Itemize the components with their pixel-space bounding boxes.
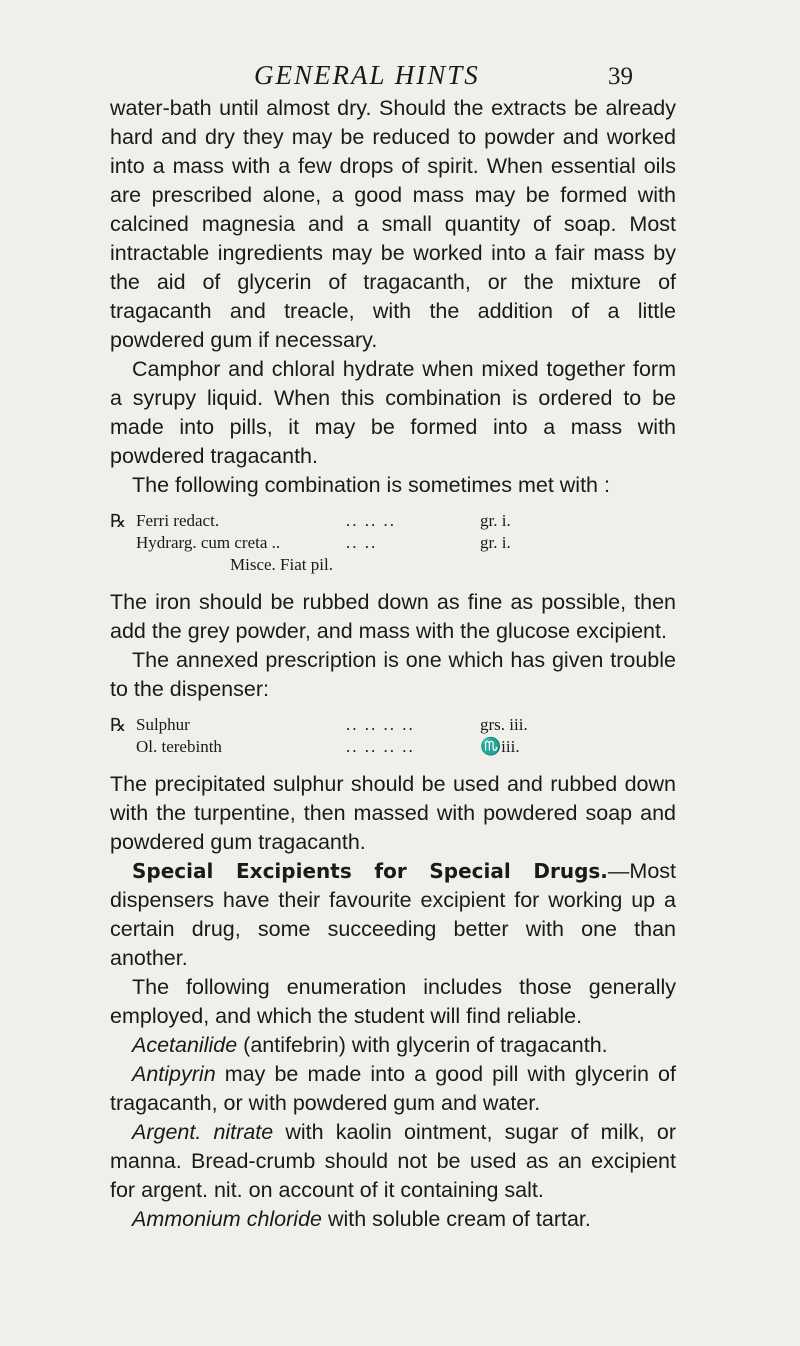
prescription-dose: ♏iii. [480,737,520,756]
paragraph: The annexed prescription is one which has given trouble to the dispenser: [110,648,676,701]
paragraph [110,857,676,973]
prescription-item: Hydrarg. cum creta .. [136,533,281,552]
prescription-dose: gr. i. [480,533,511,552]
paragraph-text: may be made into a good pill with glycerin of tragacanth, or with powdered gum and water. [110,1062,676,1115]
body-text [110,94,676,1234]
drug-term: Argent. nitrate [132,1120,274,1144]
prescription-item: Sulphur [136,715,190,734]
paragraph: The precipitated sulphur should be used and rubbed down with the turpentine, then massed with powdered soap and powdered gum tragacanth. [110,772,676,854]
paragraph: water-bath until almost dry. Should the extracts be already hard and dry they may be reduced to powder and worked into a mass with a few drops of spirit. When essential oils are prescribed alone, a good mass may be formed with calcined magnesia and a small quantity of soap. Most intractable ingredients may be worked into a fair mass by the aid of glycerin of tragacanth, or the mixture of tragacanth and treacle, with the addition of a little powdered gum if necessary. [110,96,676,352]
paragraph-text: with soluble cream of tartar. [321,1207,591,1231]
prescription-dots: .. .. .. [346,511,396,530]
paragraph-text: (antifebrin) with glycerin of tragacanth. [237,1033,608,1057]
prescription-dose: grs. iii. [480,715,528,734]
prescription-item: Ferri redact. [136,511,220,530]
prescription-line [110,510,676,532]
paragraph: The iron should be rubbed down as fine as possible, then add the grey powder, and mass with the glucose excipient. [110,590,676,643]
paragraph-text: with kaolin ointment, sugar of milk, or manna. Bread-crumb should not be used as an excipient for argent. nit. on account of it containing salt. [110,1120,676,1202]
drug-term: Antipyrin [132,1062,216,1086]
prescription-line [110,736,676,758]
paragraph [110,1118,676,1205]
prescription-line [110,532,676,554]
page-number: 39 [608,63,633,90]
prescription-block [110,714,676,758]
prescription-block [110,510,676,576]
prescription-instruction: Misce. Fiat pil. [230,555,333,574]
paragraph: Camphor and chloral hydrate when mixed together form a syrupy liquid. When this combination is ordered to be made into pills, it may be formed into a mass with powdered tragacanth. [110,357,676,468]
prescription-dots: .. .. .. .. [346,715,415,734]
paragraph [110,1205,676,1234]
paragraph [110,1031,676,1060]
paragraph [110,1060,676,1118]
prescription-dose: gr. i. [480,511,511,530]
prescription-line [110,714,676,736]
prescription-dots: .. .. .. .. [346,737,415,756]
section-heading: Special Excipients for Special Drugs. [132,859,608,883]
recipe-symbol: ℞ [110,511,127,531]
paragraph-text: —Most dispensers have their favourite excipient for working up a certain drug, some succeeding better with one than another. [110,859,676,970]
paragraph: The following combination is sometimes met with : [132,473,610,497]
prescription-dots: .. .. [346,533,378,552]
prescription-item: Ol. terebinth [136,737,222,756]
running-head: GENERAL HINTS [254,60,480,90]
paragraph: The following enumeration includes those generally employed, and which the student will find reliable. [110,975,676,1028]
recipe-symbol: ℞ [110,715,127,735]
drug-term: Ammonium chloride [132,1207,322,1231]
drug-term: Acetanilide [132,1033,238,1057]
